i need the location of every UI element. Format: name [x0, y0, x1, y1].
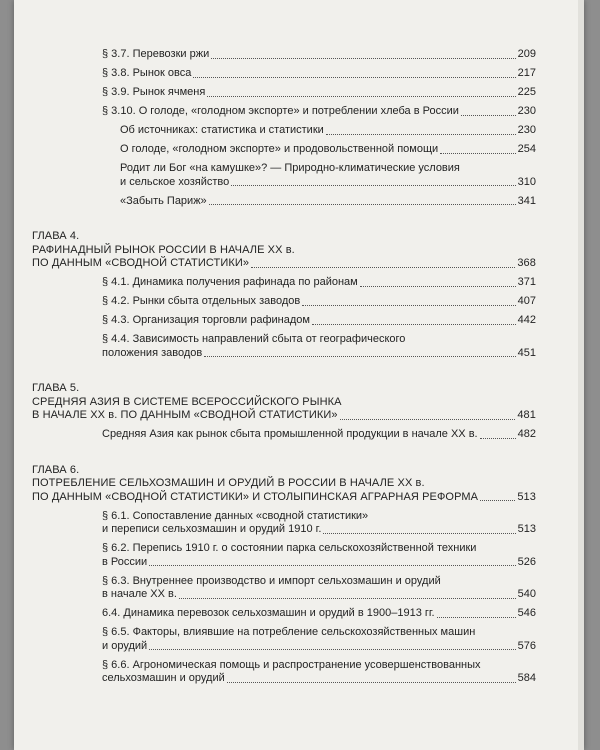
- page-number: 368: [517, 257, 536, 269]
- toc-subsection-entry[interactable]: [120, 124, 536, 138]
- chapter-title-text: ПО ДАННЫМ «СВОДНОЙ СТАТИСТИКИ» И СТОЛЫПИНСКАЯ АГРАРНАЯ РЕФОРМА: [32, 490, 479, 503]
- page-number: 407: [517, 295, 536, 307]
- entry-text: «Забыть Париж»: [120, 194, 207, 207]
- page-number: 513: [517, 490, 536, 503]
- leader-dots: [360, 286, 516, 287]
- entry-text: О голоде, «голодном экспорте» и продовольственной помощи: [120, 143, 439, 155]
- entry-text: § 6.2. Перепись 1910 г. о состоянии парка сельскохозяйственной техники: [102, 542, 477, 554]
- leader-dots: [326, 134, 516, 135]
- page-number: 230: [517, 124, 536, 136]
- page-number: 481: [517, 409, 536, 421]
- toc-subsection-entry[interactable]: [120, 195, 536, 209]
- entry-text: § 4.3. Организация торговли рафинадом: [102, 314, 310, 326]
- leader-dots: [440, 153, 515, 154]
- page-number: 546: [517, 607, 536, 619]
- toc-section-entry[interactable]: [102, 295, 536, 309]
- toc-section-entry[interactable]: [102, 542, 536, 569]
- leader-dots: [231, 185, 515, 186]
- entry-text: § 6.3. Внутреннее производство и импорт сельхозмашин и орудий: [102, 574, 441, 587]
- chapter-title-text: СРЕДНЯЯ АЗИЯ В СИСТЕМЕ ВСЕРОССИЙСКОГО РЫНКА: [32, 395, 342, 408]
- entry-text: § 4.1. Динамика получения рафинада по районам: [102, 276, 358, 288]
- leader-dots: [302, 305, 515, 306]
- leader-dots: [149, 649, 515, 650]
- chapter-title-text: ПО ДАННЫМ «СВОДНОЙ СТАТИСТИКИ»: [32, 257, 250, 269]
- chapter-title-entry[interactable]: [32, 396, 536, 423]
- leader-dots: [209, 204, 516, 205]
- entry-text: § 4.4. Зависимость направлений сбыта от географического: [102, 333, 406, 345]
- entry-text: Родит ли Бог «на камушке»? — Природно-климатические условия: [120, 162, 460, 174]
- page-number: 217: [517, 67, 536, 79]
- leader-dots: [340, 419, 516, 420]
- entry-text: и переписи сельхозмашин и орудий 1910 г.: [102, 523, 322, 535]
- chapter-title-text: РАФИНАДНЫЙ РЫНОК РОССИИ В НАЧАЛЕ XX в.: [32, 243, 295, 256]
- toc-section-entry[interactable]: [102, 607, 536, 621]
- leader-dots: [149, 565, 515, 566]
- entry-text: в России: [102, 555, 148, 568]
- book-page: [14, 0, 584, 750]
- toc-section-entry[interactable]: [102, 48, 536, 62]
- entry-text: § 3.10. О голоде, «голодном экспорте» и потреблении хлеба в России: [102, 105, 459, 117]
- leader-dots: [207, 96, 515, 97]
- entry-text: § 4.2. Рынки сбыта отдельных заводов: [102, 295, 301, 307]
- chapter-block: [32, 464, 536, 686]
- toc-section-entry[interactable]: [102, 575, 536, 602]
- page-number: 513: [517, 523, 536, 535]
- page-number: 526: [517, 555, 536, 568]
- table-of-contents: [32, 48, 536, 686]
- leader-dots: [323, 533, 515, 534]
- entry-text: и орудий: [102, 639, 148, 652]
- entry-text: и сельское хозяйство: [120, 175, 230, 188]
- toc-section-entry[interactable]: [102, 276, 536, 290]
- page-number: 442: [517, 314, 536, 326]
- page-number: 230: [517, 105, 536, 117]
- toc-subsection-entry[interactable]: [120, 162, 536, 189]
- leader-dots: [437, 617, 516, 618]
- chapter-number: ГЛАВА 6.: [32, 463, 80, 476]
- leader-dots: [461, 115, 516, 116]
- leader-dots: [251, 267, 515, 268]
- page-number: 540: [517, 588, 536, 600]
- entry-text: Об источниках: статистика и статистики: [120, 124, 324, 136]
- chapter-title-entry[interactable]: [32, 244, 536, 271]
- leader-dots: [480, 500, 515, 501]
- toc-section-entry[interactable]: [102, 428, 536, 442]
- leader-dots: [204, 356, 515, 357]
- entry-text: 6.4. Динамика перевозок сельхозмашин и орудий в 1900–1913 гг.: [102, 607, 435, 619]
- page-number: 584: [517, 672, 536, 684]
- page-number: 209: [517, 48, 536, 60]
- entry-text: в начале XX в.: [102, 588, 177, 600]
- chapter-title-text: В НАЧАЛЕ XX в. ПО ДАННЫМ «СВОДНОЙ СТАТИСТИКИ»: [32, 409, 338, 421]
- page-number: 254: [517, 143, 536, 155]
- page-number: 482: [517, 428, 536, 440]
- page-number: 451: [517, 346, 536, 359]
- entry-text: сельхозмашин и орудий: [102, 672, 225, 684]
- chapter-title-text: ПОТРЕБЛЕНИЕ СЕЛЬХОЗМАШИН И ОРУДИЙ В РОССИИ В НАЧАЛЕ XX в.: [32, 477, 425, 489]
- toc-section-entry[interactable]: [102, 67, 536, 81]
- leader-dots: [211, 58, 515, 59]
- toc-section-entry[interactable]: [102, 510, 536, 537]
- entry-text: Средняя Азия как рынок сбыта промышленной продукции в начале XX в.: [102, 428, 478, 440]
- page-number: 371: [517, 276, 536, 288]
- entry-text: § 3.7. Перевозки ржи: [102, 48, 210, 60]
- toc-subsection-entry[interactable]: [120, 143, 536, 157]
- leader-dots: [179, 598, 516, 599]
- toc-section-entry[interactable]: [102, 659, 536, 686]
- chapter-block: [32, 382, 536, 442]
- leader-dots: [480, 438, 516, 439]
- chapter-block: [32, 230, 536, 360]
- entry-text: положения заводов: [102, 346, 203, 359]
- entry-text: § 3.9. Рынок ячменя: [102, 86, 206, 98]
- leader-dots: [312, 324, 516, 325]
- entry-text: § 6.5. Факторы, влиявшие на потребление сельскохозяйственных машин: [102, 626, 476, 638]
- chapter-title-entry[interactable]: [32, 477, 536, 504]
- toc-section-entry[interactable]: [102, 314, 536, 328]
- page-number: 225: [517, 86, 536, 98]
- entry-text: § 3.8. Рынок овса: [102, 67, 192, 79]
- toc-section-entry[interactable]: [102, 626, 536, 653]
- page-edge: [578, 0, 584, 750]
- page-number: 341: [517, 194, 536, 207]
- chapter-number: ГЛАВА 5.: [32, 382, 80, 394]
- page-number: 310: [517, 175, 536, 188]
- page-number: 576: [517, 639, 536, 652]
- toc-section-entry[interactable]: [102, 333, 536, 360]
- leader-dots: [193, 77, 515, 78]
- entry-text: § 6.1. Сопоставление данных «сводной статистики»: [102, 509, 369, 522]
- chapter-number: ГЛАВА 4.: [32, 230, 80, 242]
- leader-dots: [227, 682, 516, 683]
- entry-text: § 6.6. Агрономическая помощь и распространение усовершенствованных: [102, 658, 481, 671]
- toc-section-entry[interactable]: [102, 105, 536, 119]
- toc-section-entry[interactable]: [102, 86, 536, 100]
